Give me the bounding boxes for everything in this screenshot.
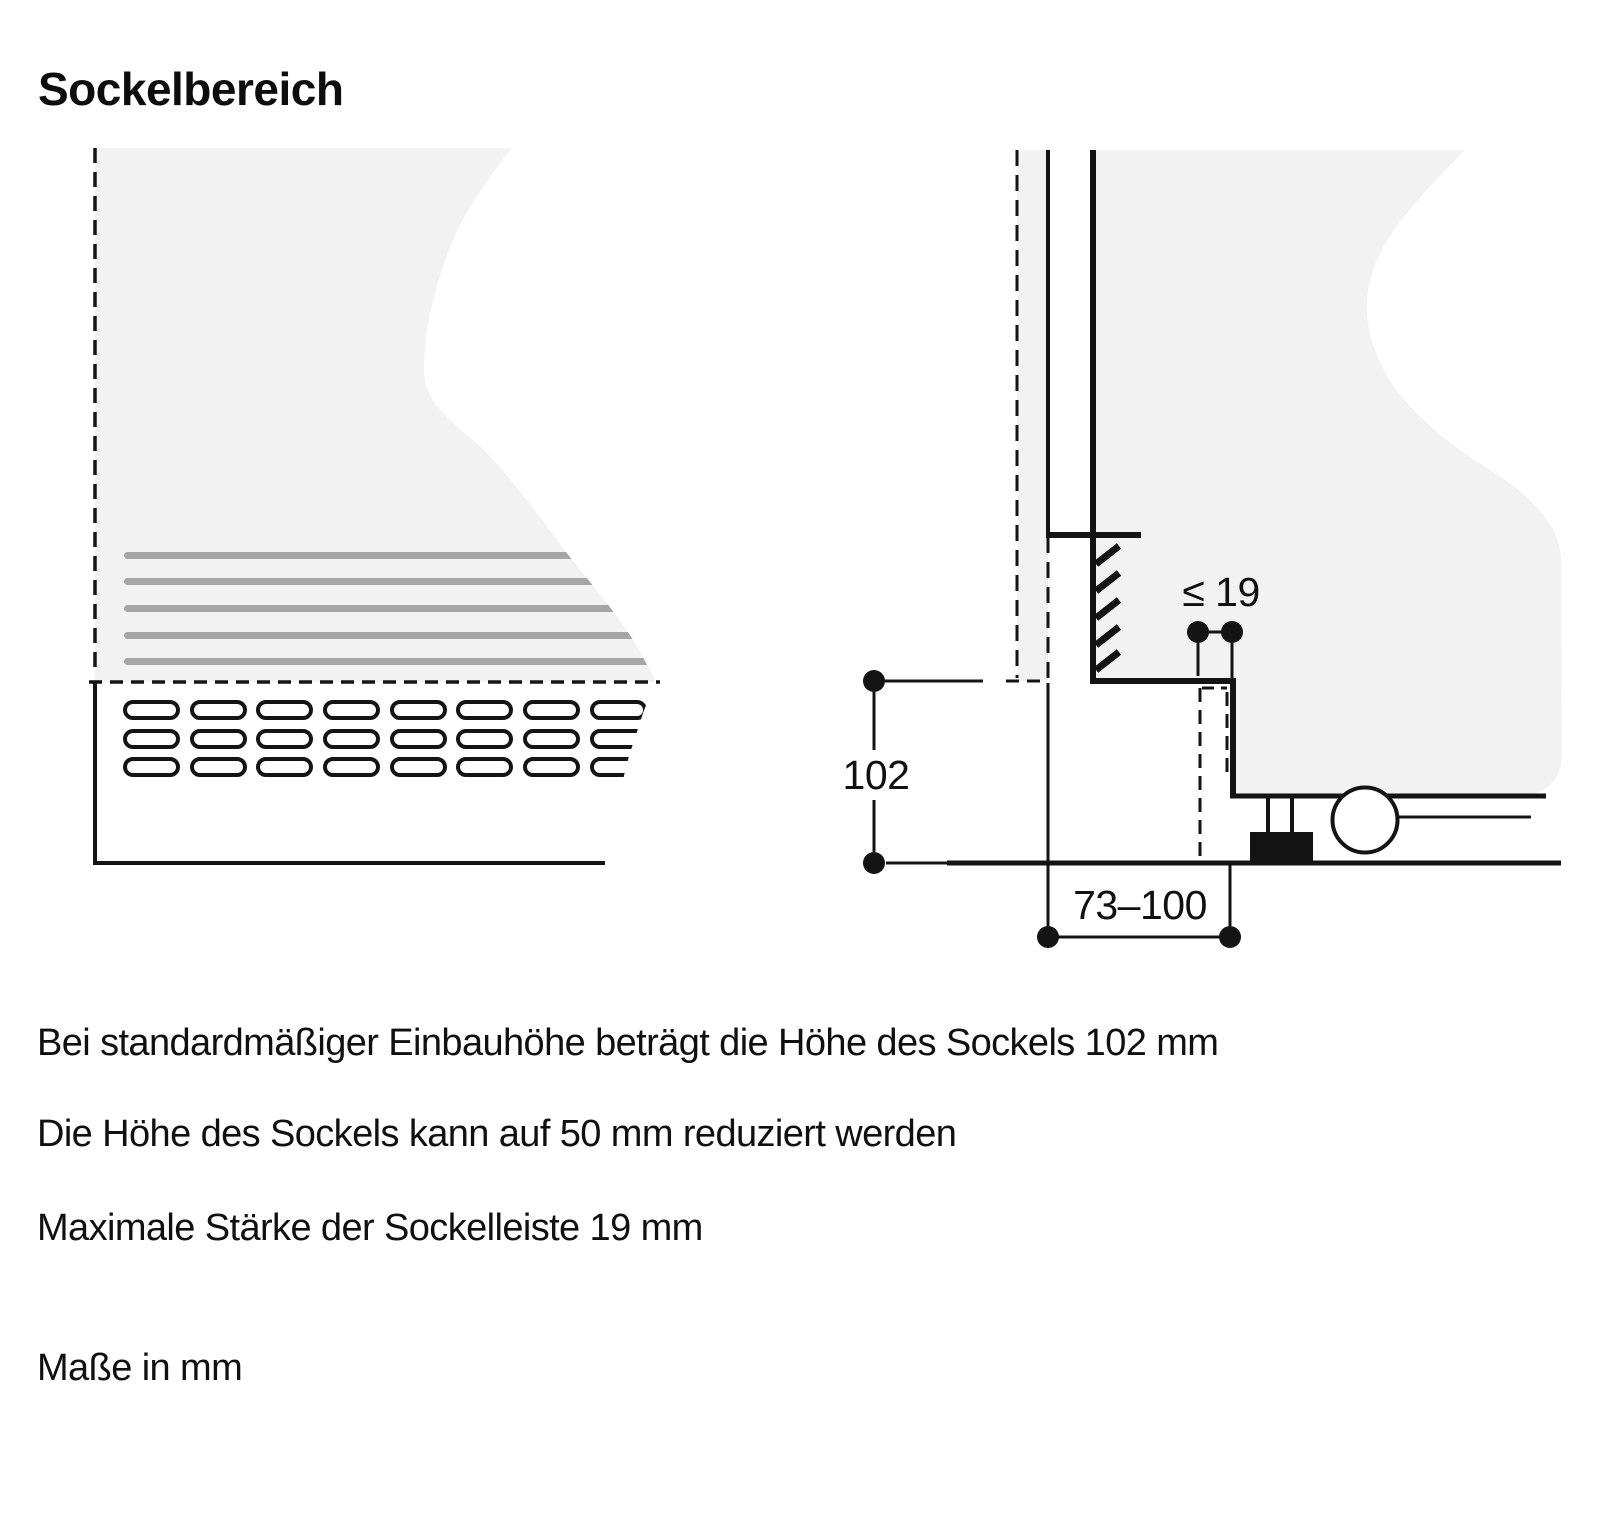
vent-slot [458, 702, 511, 718]
dim-label-102: 102 [842, 752, 910, 798]
note-standard-height: Bei standardmäßiger Einbauhöhe beträgt die Höhe des Sockels 102 mm [37, 1022, 1219, 1064]
dimension-recess-depth [1037, 864, 1241, 948]
vent-slot [258, 759, 311, 775]
appliance-body-gray [1093, 150, 1562, 796]
vent-slot [325, 731, 378, 747]
note-reduced-height: Die Höhe des Sockels kann auf 50 mm reduziert werden [37, 1113, 957, 1155]
vent-slot [258, 731, 311, 747]
vent-slot [325, 759, 378, 775]
dimension-sockel-height [843, 670, 983, 874]
vent-slot [392, 759, 445, 775]
vent-slot [592, 731, 645, 747]
vent-slot [592, 759, 645, 775]
side-view-diagram [843, 150, 1562, 948]
vent-slot [192, 702, 245, 718]
leveling-foot [1250, 798, 1313, 862]
furniture-door-section-gray [1017, 150, 1048, 681]
vent-slot [125, 731, 178, 747]
vent-slot [458, 731, 511, 747]
vent-slot [525, 759, 578, 775]
vent-slot [258, 702, 311, 718]
vent-slot [392, 702, 445, 718]
front-view-diagram [89, 148, 700, 864]
vent-slot [125, 759, 178, 775]
vent-slot [525, 702, 578, 718]
note-max-plinth-thickness: Maximale Stärke der Sockelleiste 19 mm [37, 1207, 703, 1249]
vent-slot [392, 731, 445, 747]
front-panel-gray [95, 148, 655, 682]
vent-slot [525, 731, 578, 747]
dim-label-max-19: ≤ 19 [1182, 569, 1260, 615]
vent-slot [192, 759, 245, 775]
vent-slot [125, 702, 178, 718]
ventilation-slot-grid [125, 702, 645, 775]
vent-slot [192, 731, 245, 747]
dimension-dot [863, 670, 885, 692]
vent-slot [592, 702, 645, 718]
dimension-dot [863, 852, 885, 874]
units-note: Maße in mm [37, 1347, 243, 1389]
vent-slot [325, 702, 378, 718]
page-title: Sockelbereich [38, 63, 344, 115]
vent-slot [458, 759, 511, 775]
dim-label-73-100: 73–100 [1073, 882, 1207, 928]
